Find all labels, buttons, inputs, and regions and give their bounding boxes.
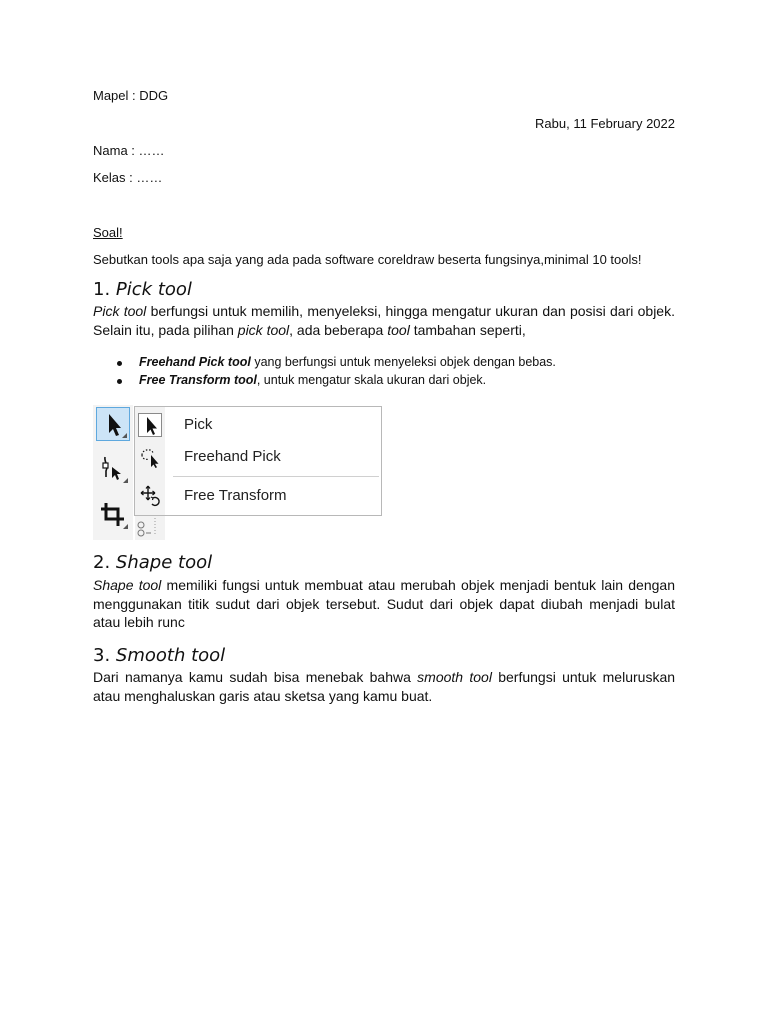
section-heading-shape-tool: 2. Shape tool [93,552,213,573]
list-item: Free Transform tool, untuk mengatur skala ukuran dari objek. [93,372,556,390]
pick-tool-button[interactable] [96,407,130,441]
menu-item-label: Freehand Pick [184,448,281,465]
question-text: Sebutkan tools apa saja yang ada pada software coreldraw beserta fungsinya,minimal 10 tools! [93,252,642,267]
menu-item-free-transform[interactable] [135,481,381,511]
question-label: Soal! [93,225,123,240]
move-rotate-icon [138,484,162,508]
shape-tool-button[interactable] [96,451,130,485]
toolbox-strip-partial [135,516,165,540]
flyout-indicator-icon [122,433,127,438]
list-item: Freehand Pick tool yang berfungsi untuk menyeleksi objek dengan bebas. [93,354,556,372]
menu-item-freehand-pick[interactable] [135,442,381,472]
subject-line: Mapel : DDG [93,88,169,103]
shape-tool-paragraph: Shape tool memiliki fungsi untuk membuat atau merubah objek menjadi bentuk lain dengan menggunakan titik sudut dari objek tersebut. Sudut dari objek dapat diubah menjadi bulat atau lebih runc [93,577,675,630]
name-line: Nama : …… [93,143,165,158]
flyout-indicator-icon [123,478,128,483]
lasso-cursor-icon [138,445,162,469]
smooth-tool-paragraph: Dari namanya kamu sudah bisa menebak bahwa smooth tool berfungsi untuk meluruskan atau menghaluskan garis atau sketsa yang kamu buat. [93,669,676,704]
class-line: Kelas : …… [93,170,163,185]
coreldraw-toolbox-screenshot [93,405,385,540]
shape-node-icon [135,516,165,540]
date-line: Rabu, 11 February 2022 [535,116,675,131]
section-heading-smooth-tool: 3. Smooth tool [93,645,226,666]
pick-tool-paragraph: Pick tool berfungsi untuk memilih, menyeleksi, hingga mengatur ukuran dan posisi dari objek. Selain itu, pada pilihan pick tool, ada beberapa tool tambahan seperti, [93,303,675,338]
section-heading-pick-tool: 1. Pick tool [93,279,192,300]
menu-separator [173,476,379,477]
pick-tool-bullet-list [93,354,556,389]
toolbox-strip [93,405,133,540]
arrow-cursor-icon [138,413,162,437]
flyout-indicator-icon [123,524,128,529]
crop-tool-button[interactable] [96,497,130,531]
pick-tool-flyout-menu [134,406,382,516]
menu-item-pick[interactable] [135,410,381,440]
menu-item-label: Pick [184,416,213,433]
menu-item-label: Free Transform [184,487,287,504]
